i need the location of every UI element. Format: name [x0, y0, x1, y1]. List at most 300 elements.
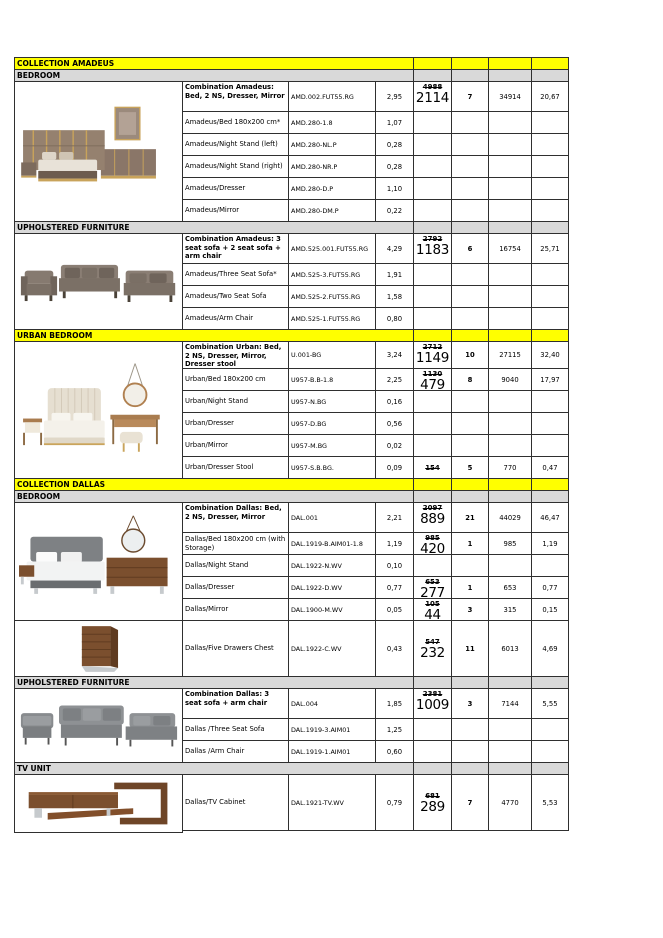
product-rows	[183, 342, 569, 479]
table-row	[183, 689, 569, 719]
section-header-total-cell	[489, 479, 532, 491]
table-row	[183, 200, 569, 222]
old-price-strikethrough: 1130	[422, 370, 443, 378]
table-row	[183, 391, 569, 413]
price-cell	[414, 599, 452, 621]
quantity	[452, 435, 489, 457]
product-description: Combination Dallas: Bed, 2 NS, Dresser, Mirror	[183, 503, 289, 533]
percent-share	[532, 264, 569, 286]
section-header-label: BEDROOM	[15, 491, 414, 503]
product-volume: 2,21	[376, 503, 414, 533]
table-row	[183, 599, 569, 621]
product-sku: DAL.1919-1.AIM01	[289, 741, 376, 763]
section-header-pct-cell	[532, 70, 569, 82]
percent-share: 1,19	[532, 533, 569, 555]
new-price: 420	[420, 541, 445, 557]
product-volume: 0,60	[376, 741, 414, 763]
product-description: Combination Amadeus: Bed, 2 NS, Dresser, Mirror	[183, 82, 289, 112]
category-header-row	[15, 763, 569, 775]
table-row	[183, 741, 569, 763]
total-value	[489, 134, 532, 156]
amadeus-bedroom-set-illustration	[19, 96, 179, 208]
category-header-row	[15, 677, 569, 689]
furniture-price-table	[14, 57, 569, 833]
percent-share	[532, 435, 569, 457]
section-header-price-cell	[414, 677, 452, 689]
price-cell	[414, 308, 452, 330]
product-block	[15, 775, 569, 833]
dallas-sofa-set-image	[15, 689, 183, 763]
collection-header-row	[15, 479, 569, 491]
price-cell	[414, 555, 452, 577]
product-sku: DAL.004	[289, 689, 376, 719]
table-row	[183, 286, 569, 308]
product-sku: AMD.525-3.FUT55.RG	[289, 264, 376, 286]
quantity	[452, 391, 489, 413]
table-row	[183, 264, 569, 286]
section-header-total-cell	[489, 763, 532, 775]
total-value	[489, 435, 532, 457]
section-header-label: COLLECTION AMADEUS	[15, 58, 414, 70]
quantity	[452, 741, 489, 763]
table-row	[183, 775, 569, 831]
dallas-five-drawers-chest-illustration	[19, 624, 179, 674]
table-row	[183, 112, 569, 134]
old-price-strikethrough: 681	[425, 792, 440, 800]
quantity	[452, 156, 489, 178]
product-sku: DAL.1919-B.AIM01-1.8	[289, 533, 376, 555]
product-volume: 0,16	[376, 391, 414, 413]
product-sku: AMD.525.001.FUT55.RG	[289, 234, 376, 264]
section-header-pct-cell	[532, 677, 569, 689]
quantity	[452, 286, 489, 308]
section-header-label: COLLECTION DALLAS	[15, 479, 414, 491]
quantity	[452, 413, 489, 435]
dallas-bedroom-set-image	[15, 503, 183, 621]
product-volume: 1,91	[376, 264, 414, 286]
percent-share: 0,47	[532, 457, 569, 479]
section-header-label: TV UNIT	[15, 763, 414, 775]
product-volume: 0,05	[376, 599, 414, 621]
product-block	[15, 342, 569, 479]
product-volume: 0,28	[376, 134, 414, 156]
total-value: 315	[489, 599, 532, 621]
quantity: 7	[452, 82, 489, 112]
product-description: Dallas/Dresser	[183, 577, 289, 599]
quantity: 21	[452, 503, 489, 533]
old-price-strikethrough: 2792	[422, 235, 443, 243]
total-value: 9040	[489, 369, 532, 391]
product-sku: U957-D.BG	[289, 413, 376, 435]
product-sku: AMD.280-D.P	[289, 178, 376, 200]
new-price: 2114	[415, 90, 450, 106]
section-header-price-cell	[414, 479, 452, 491]
product-sku: AMD.280-NR.P	[289, 156, 376, 178]
percent-share: 5,55	[532, 689, 569, 719]
percent-share	[532, 555, 569, 577]
total-value	[489, 719, 532, 741]
price-cell	[414, 200, 452, 222]
section-header-price-cell	[414, 330, 452, 342]
urban-bedroom-set-image	[15, 342, 183, 479]
old-price-strikethrough: 547	[425, 638, 440, 646]
percent-share	[532, 286, 569, 308]
percent-share	[532, 200, 569, 222]
total-value	[489, 156, 532, 178]
category-header-row	[15, 491, 569, 503]
product-sku: AMD.280-NL.P	[289, 134, 376, 156]
product-volume: 0,79	[376, 775, 414, 831]
product-description: Urban/Bed 180x200 cm	[183, 369, 289, 391]
percent-share: 0,77	[532, 577, 569, 599]
quantity	[452, 200, 489, 222]
price-cell	[414, 234, 452, 264]
percent-share	[532, 719, 569, 741]
quantity	[452, 264, 489, 286]
product-block	[15, 234, 569, 330]
percent-share: 5,53	[532, 775, 569, 831]
old-price-strikethrough: 2097	[422, 504, 443, 512]
product-description: Amadeus/Dresser	[183, 178, 289, 200]
product-description: Amadeus/Arm Chair	[183, 308, 289, 330]
price-cell	[414, 741, 452, 763]
section-header-qty-cell	[452, 763, 489, 775]
section-header-total-cell	[489, 491, 532, 503]
total-value	[489, 741, 532, 763]
product-volume: 0,10	[376, 555, 414, 577]
price-cell	[414, 178, 452, 200]
product-volume: 1,10	[376, 178, 414, 200]
section-header-price-cell	[414, 222, 452, 234]
section-header-total-cell	[489, 677, 532, 689]
percent-share: 20,67	[532, 82, 569, 112]
total-value	[489, 555, 532, 577]
percent-share: 17,97	[532, 369, 569, 391]
section-header-price-cell	[414, 491, 452, 503]
product-description: Urban/Dresser	[183, 413, 289, 435]
price-cell	[414, 435, 452, 457]
table-row	[183, 134, 569, 156]
table-row	[183, 457, 569, 479]
dallas-tv-cabinet-illustration	[19, 775, 179, 832]
quantity: 11	[452, 621, 489, 677]
quantity: 3	[452, 689, 489, 719]
amadeus-sofa-set-illustration	[19, 240, 179, 324]
product-description: Urban/Dresser Stool	[183, 457, 289, 479]
product-sku: DAL.1919-3.AIM01	[289, 719, 376, 741]
old-price-strikethrough: 105	[425, 600, 440, 608]
percent-share	[532, 178, 569, 200]
quantity: 10	[452, 342, 489, 369]
product-block	[15, 82, 569, 222]
new-price: 1183	[415, 242, 450, 258]
table-row	[183, 308, 569, 330]
old-price-strikethrough: 2381	[422, 690, 443, 698]
product-description: Amadeus/Three Seat Sofa*	[183, 264, 289, 286]
price-cell	[414, 264, 452, 286]
product-description: Dallas /Three Seat Sofa	[183, 719, 289, 741]
product-description: Dallas/Bed 180x200 cm (with Storage)	[183, 533, 289, 555]
product-volume: 0,09	[376, 457, 414, 479]
new-price: 44	[424, 607, 441, 623]
product-sku: DAL.1922-N.WV	[289, 555, 376, 577]
total-value	[489, 308, 532, 330]
quantity	[452, 719, 489, 741]
price-cell	[414, 503, 452, 533]
product-rows	[183, 82, 569, 222]
product-description: Dallas/Night Stand	[183, 555, 289, 577]
price-cell	[414, 82, 452, 112]
product-volume: 2,25	[376, 369, 414, 391]
product-sku: AMD.525-1.FUT55.RG	[289, 308, 376, 330]
product-description: Amadeus/Night Stand (right)	[183, 156, 289, 178]
product-volume: 0,22	[376, 200, 414, 222]
collection-header-row	[15, 58, 569, 70]
total-value	[489, 264, 532, 286]
product-rows	[183, 503, 569, 621]
percent-share	[532, 308, 569, 330]
table-row	[183, 577, 569, 599]
table-row	[183, 719, 569, 741]
product-volume: 4,29	[376, 234, 414, 264]
dallas-tv-cabinet-image	[15, 775, 183, 833]
product-volume: 2,95	[376, 82, 414, 112]
quantity	[452, 555, 489, 577]
section-header-qty-cell	[452, 70, 489, 82]
price-cell	[414, 577, 452, 599]
product-volume: 0,80	[376, 308, 414, 330]
product-description: Dallas/Mirror	[183, 599, 289, 621]
percent-share	[532, 112, 569, 134]
new-price: 1149	[415, 350, 450, 366]
section-header-label: UPHOLSTERED FURNITURE	[15, 677, 414, 689]
section-header-qty-cell	[452, 491, 489, 503]
product-volume: 0,43	[376, 621, 414, 677]
section-header-pct-cell	[532, 222, 569, 234]
table-row	[183, 413, 569, 435]
price-cell	[414, 342, 452, 369]
table-row	[183, 369, 569, 391]
product-sku: DAL.1921-TV.WV	[289, 775, 376, 831]
new-price: 1009	[415, 697, 450, 713]
category-header-row	[15, 222, 569, 234]
price-cell	[414, 775, 452, 831]
total-value	[489, 286, 532, 308]
product-volume: 0,77	[376, 577, 414, 599]
category-header-row	[15, 70, 569, 82]
new-price: 479	[420, 377, 445, 393]
product-sku: AMD.280-1.8	[289, 112, 376, 134]
total-value: 44029	[489, 503, 532, 533]
percent-share: 46,47	[532, 503, 569, 533]
quantity: 6	[452, 234, 489, 264]
product-description: Combination Amadeus: 3 seat sofa + 2 seat sofa + arm chair	[183, 234, 289, 264]
product-volume: 0,56	[376, 413, 414, 435]
total-value: 6013	[489, 621, 532, 677]
total-value: 34914	[489, 82, 532, 112]
total-value	[489, 200, 532, 222]
total-value: 7144	[489, 689, 532, 719]
product-volume: 1,19	[376, 533, 414, 555]
product-sku: AMD.002.FUT55.RG	[289, 82, 376, 112]
product-description: Urban/Night Stand	[183, 391, 289, 413]
section-header-price-cell	[414, 70, 452, 82]
product-sku: U957-N.BG	[289, 391, 376, 413]
price-cell	[414, 533, 452, 555]
dallas-bedroom-set-illustration	[19, 510, 179, 613]
dallas-five-drawers-chest-image	[15, 621, 183, 677]
section-header-qty-cell	[452, 58, 489, 70]
section-header-label: BEDROOM	[15, 70, 414, 82]
product-description: Amadeus/Bed 180x200 cm*	[183, 112, 289, 134]
section-header-total-cell	[489, 58, 532, 70]
percent-share	[532, 741, 569, 763]
section-header-pct-cell	[532, 491, 569, 503]
percent-share	[532, 413, 569, 435]
product-sku: U.001-BG	[289, 342, 376, 369]
percent-share: 0,15	[532, 599, 569, 621]
product-description: Amadeus/Night Stand (left)	[183, 134, 289, 156]
total-value: 770	[489, 457, 532, 479]
product-block	[15, 689, 569, 763]
section-header-label: URBAN BEDROOM	[15, 330, 414, 342]
product-volume: 1,58	[376, 286, 414, 308]
section-header-total-cell	[489, 330, 532, 342]
percent-share: 25,71	[532, 234, 569, 264]
new-price: 289	[420, 799, 445, 815]
table-row	[183, 435, 569, 457]
product-rows	[183, 689, 569, 763]
price-cell	[414, 413, 452, 435]
total-value: 27115	[489, 342, 532, 369]
price-cell	[414, 391, 452, 413]
quantity: 1	[452, 533, 489, 555]
section-header-qty-cell	[452, 222, 489, 234]
percent-share: 4,69	[532, 621, 569, 677]
product-rows	[183, 775, 569, 833]
section-header-qty-cell	[452, 479, 489, 491]
table-row	[183, 533, 569, 555]
table-row	[183, 82, 569, 112]
total-value: 653	[489, 577, 532, 599]
old-price-strikethrough: 2712	[422, 343, 443, 351]
total-value: 985	[489, 533, 532, 555]
section-header-label: UPHOLSTERED FURNITURE	[15, 222, 414, 234]
dallas-sofa-set-illustration	[19, 694, 179, 757]
product-block	[15, 621, 569, 677]
old-price-strikethrough: 154	[425, 463, 440, 472]
quantity	[452, 308, 489, 330]
total-value: 16754	[489, 234, 532, 264]
table-row	[183, 178, 569, 200]
product-description: Dallas /Arm Chair	[183, 741, 289, 763]
product-sku: U957-M.BG	[289, 435, 376, 457]
product-volume: 0,02	[376, 435, 414, 457]
quantity: 3	[452, 599, 489, 621]
price-cell	[414, 369, 452, 391]
price-cell	[414, 112, 452, 134]
percent-share: 32,40	[532, 342, 569, 369]
percent-share	[532, 156, 569, 178]
old-price-strikethrough: 4988	[422, 83, 443, 91]
product-sku: DAL.1900-M.WV	[289, 599, 376, 621]
table-row	[183, 234, 569, 264]
quantity	[452, 112, 489, 134]
table-row	[183, 342, 569, 369]
section-header-pct-cell	[532, 763, 569, 775]
percent-share	[532, 391, 569, 413]
section-header-pct-cell	[532, 479, 569, 491]
price-cell	[414, 621, 452, 677]
product-block	[15, 503, 569, 621]
product-description: Dallas/TV Cabinet	[183, 775, 289, 831]
total-value	[489, 391, 532, 413]
section-header-total-cell	[489, 70, 532, 82]
product-description: Amadeus/Two Seat Sofa	[183, 286, 289, 308]
amadeus-bedroom-set-image	[15, 82, 183, 222]
price-cell	[414, 286, 452, 308]
urban-bedroom-set-illustration	[19, 354, 179, 466]
total-value	[489, 178, 532, 200]
quantity: 1	[452, 577, 489, 599]
old-price-strikethrough: 653	[425, 578, 440, 586]
price-cell	[414, 689, 452, 719]
section-header-total-cell	[489, 222, 532, 234]
quantity: 8	[452, 369, 489, 391]
product-volume: 1,07	[376, 112, 414, 134]
section-header-qty-cell	[452, 330, 489, 342]
section-header-pct-cell	[532, 58, 569, 70]
new-price: 889	[420, 511, 445, 527]
product-sku: DAL.001	[289, 503, 376, 533]
product-description: Dallas/Five Drawers Chest	[183, 621, 289, 677]
total-value	[489, 413, 532, 435]
old-price-strikethrough: 985	[425, 534, 440, 542]
product-sku: U957-S.B.BG.	[289, 457, 376, 479]
quantity: 7	[452, 775, 489, 831]
price-cell	[414, 134, 452, 156]
product-description: Combination Dallas: 3 seat sofa + arm chair	[183, 689, 289, 719]
table-row	[183, 156, 569, 178]
product-rows	[183, 234, 569, 330]
price-cell	[414, 156, 452, 178]
collection-header-row	[15, 330, 569, 342]
product-rows	[183, 621, 569, 677]
total-value: 4770	[489, 775, 532, 831]
table-row	[183, 621, 569, 677]
product-description: Amadeus/Mirror	[183, 200, 289, 222]
product-sku: U957-B.B-1.8	[289, 369, 376, 391]
product-sku: DAL.1922-D.WV	[289, 577, 376, 599]
amadeus-sofa-set-image	[15, 234, 183, 330]
table-row	[183, 503, 569, 533]
product-volume: 3,24	[376, 342, 414, 369]
section-header-pct-cell	[532, 330, 569, 342]
price-cell	[414, 719, 452, 741]
table-row	[183, 555, 569, 577]
quantity	[452, 178, 489, 200]
product-description: Urban/Mirror	[183, 435, 289, 457]
percent-share	[532, 134, 569, 156]
new-price: 277	[420, 585, 445, 601]
total-value	[489, 112, 532, 134]
quantity: 5	[452, 457, 489, 479]
product-volume: 1,25	[376, 719, 414, 741]
product-description: Combination Urban: Bed, 2 NS, Dresser, Mirror, Dresser stool	[183, 342, 289, 369]
product-sku: AMD.525-2.FUT55.RG	[289, 286, 376, 308]
product-sku: AMD.280-DM.P	[289, 200, 376, 222]
section-header-price-cell	[414, 58, 452, 70]
